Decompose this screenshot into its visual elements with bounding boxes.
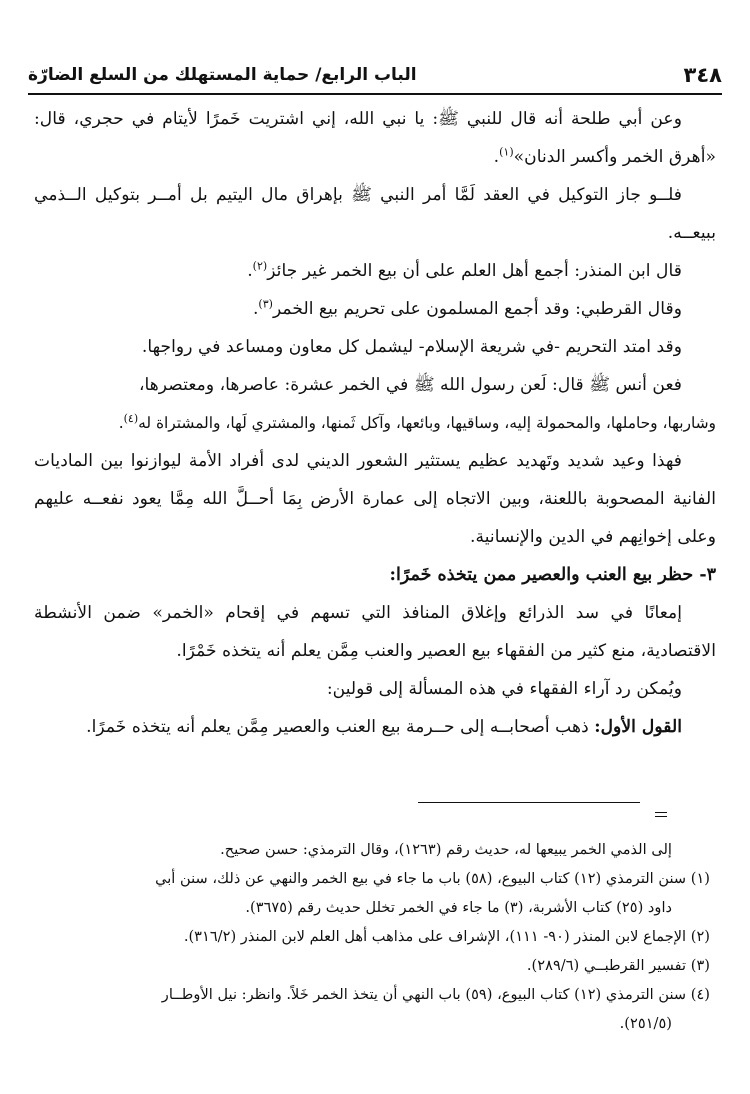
paragraph-warning: فهذا وعيد شديد وتَهديد عظيم يستثير الشعور الديني لدى أفراد الأمة ليوازنوا بين الماديات الفانية المصحوبة باللعنة، وبين الاتجاه إلى عمارة الأرض بِمَا أحــلَّ الله مِمَّا يعود نفعــه عليهم وعلى إخوانِهم في الدين والإنسانية. [34, 451, 716, 547]
paragraph-qurtubi [34, 290, 716, 328]
main-text [34, 100, 716, 746]
punctuation: . [118, 414, 124, 432]
running-title: الباب الرابع/ حماية المستهلك من السلع الضارّة [28, 65, 417, 85]
section-heading: ٣- حظر بيع العنب والعصير ممن يتخذه خَمرًا: [389, 565, 716, 585]
footnote-continuation: إلى الذمي الخمر يبيعها له، حديث رقم (١٢٦٣)، وقال الترمذي: حسن صحيح. [220, 841, 672, 858]
page-header [28, 60, 722, 90]
opinion-label: القول الأول: [594, 717, 682, 737]
paragraph-prohibition-extent: وقد امتد التحريم -في شريعة الإسلام- ليشمل كل معاون ومساعد في رواجها. [141, 337, 682, 357]
paragraph-anas-hadith: فعن أنس ﷺ قال: لَعن رسول الله ﷺ في الخمر عشرة: عاصرها، ومعتصرها، [138, 375, 682, 395]
paragraph-ibn-almundhir [34, 252, 716, 290]
footnote-ref: (٣) [258, 297, 273, 311]
continuation-mark [655, 812, 667, 820]
footnote-separator [418, 802, 640, 803]
paragraph-two-opinions: ويُمكن رد آراء الفقهاء في هذه المسألة إلى قولين: [326, 679, 682, 699]
footnote-ref: (٢) [252, 259, 268, 273]
footnote-ref: (١) [499, 145, 514, 159]
paragraph-sadd-aldharai: إمعانًا في سد الذرائع وإغلاق المنافذ التي تسهم في إقحام «الخمر» ضمن الأنشطة الاقتصادية، منع كثير من الفقهاء بيع العصير والعنب مِمَّن يعلم أنه يتخذه خَمْرًا. [34, 603, 716, 661]
punctuation: . [493, 147, 500, 167]
footnote-4-cont: (٢٥١/٥). [619, 1015, 672, 1032]
punctuation: . [252, 299, 259, 319]
page-number: ٣٤٨ [683, 63, 722, 87]
paragraph-hadith-list [34, 404, 716, 442]
paragraph-text: وقال القرطبي: وقد أجمع المسلمون على تحريم بيع الخمر [272, 299, 682, 319]
paragraph-text: وشاربها، وحاملها، والمحمولة إليه، وساقيها، وبائعها، وآكل ثَمنها، والمشتري لَها، والمشتراة له [138, 414, 716, 432]
header-rule [28, 93, 722, 95]
paragraph-text: قال ابن المنذر: أجمع أهل العلم على أن بيع الخمر غير جائز [267, 261, 682, 281]
footnote-ref: (٤) [123, 411, 139, 425]
footnote-3: (٣) تفسير القرطبــي (٢٨٩/٦). [526, 957, 710, 974]
footnote-1-cont: داود (٢٥) كتاب الأشربة، (٣) ما جاء في الخمر تخلل حديث رقم (٣٦٧٥). [245, 899, 672, 916]
punctuation: . [247, 261, 253, 281]
paragraph-abu-talha [34, 100, 716, 176]
footnote-1: (١) سنن الترمذي (١٢) كتاب البيوع، (٥٨) باب ما جاء في بيع الخمر والنهي عن ذلك، سنن أبي [155, 870, 710, 887]
paragraph-tawkil: فلــو جاز التوكيل في العقد لَمَّا أمر النبي ﷺ بإهراق مال اليتيم بل أمــر بتوكيل الــذمي ببيعــه. [34, 185, 716, 243]
paragraph-text: ذهب أصحابــه إلى حــرمة بيع العنب والعصير مِمَّن يعلم أنه يتخذه خَمرًا. [86, 717, 595, 737]
footnote-4: (٤) سنن الترمذي (١٢) كتاب البيوع، (٥٩) باب النهي أن يتخذ الخمر خَلاً. وانظر: نيل الأوطــار [161, 986, 710, 1003]
footnote-2: (٢) الإجماع لابن المنذر (٩٠- ١١١)، الإشراف على مذاهب أهل العلم لابن المنذر (٣١٦/٢). [183, 928, 710, 945]
paragraph-first-opinion [34, 708, 716, 746]
footnotes [40, 835, 710, 1038]
paragraph-text: وعن أبي طلحة أنه قال للنبي ﷺ: يا نبي الله، إني اشتريت خَمرًا لأيتام في حجري، قال: «أهرق الخمر وأكسر الدنان» [34, 109, 716, 167]
